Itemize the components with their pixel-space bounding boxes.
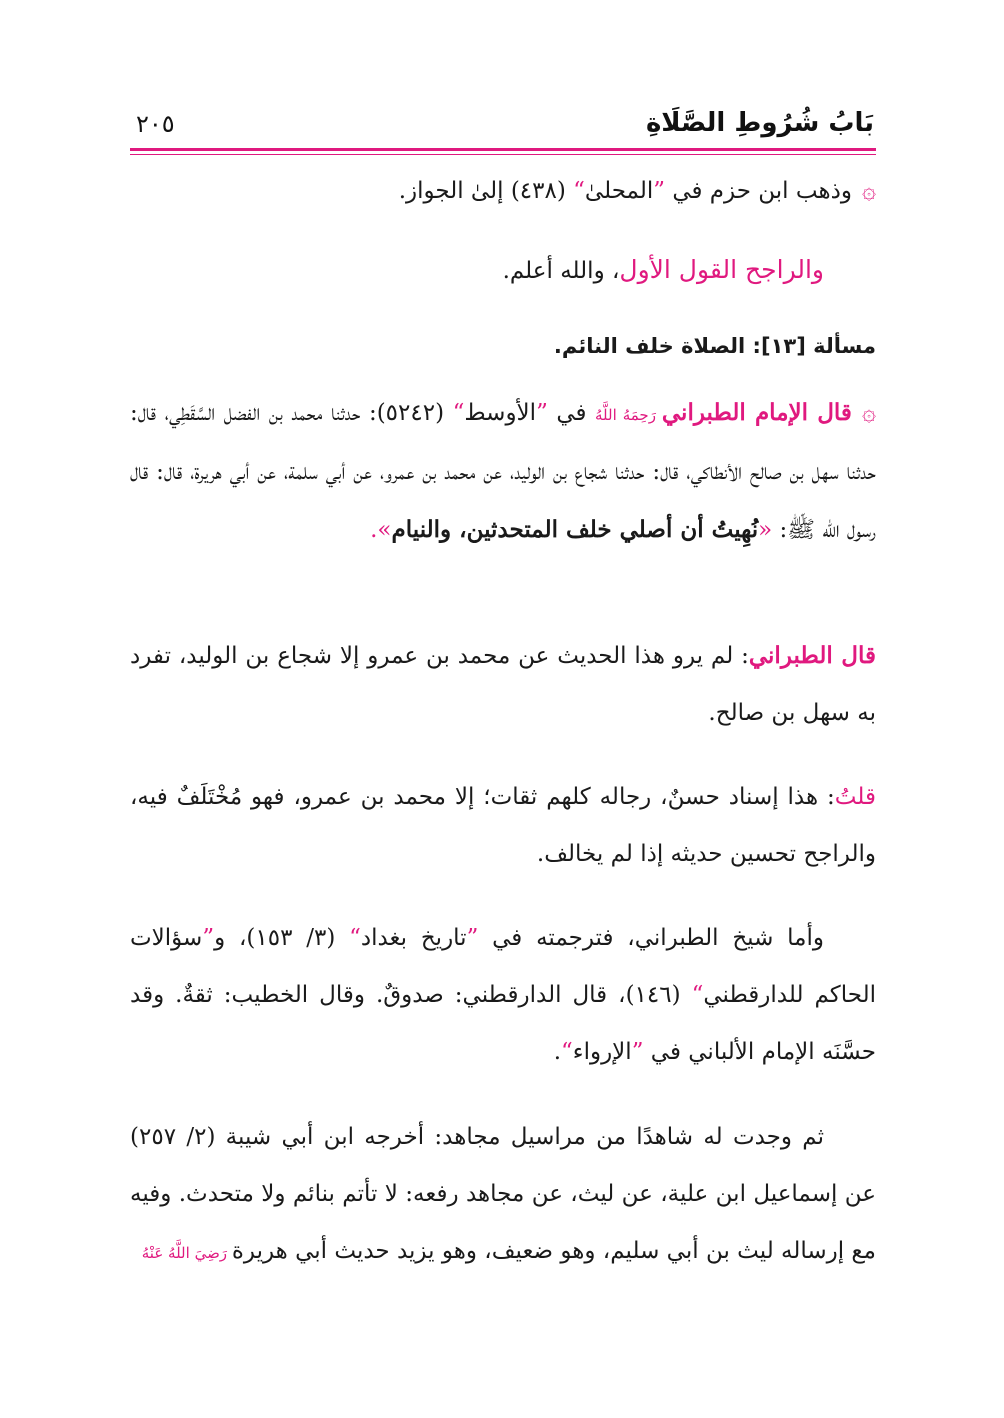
section-heading: [130, 318, 876, 375]
p6-text-c: (١٤٦)، قال الدارقطني: صدوقٌ. وقال الخطيب: ثقةٌ. وقد حسَّنَه الإمام الألباني في: [130, 982, 876, 1065]
quote-close: “: [561, 1039, 573, 1065]
honorific: رَضِيَ اللَّهُ عَنْهُ: [141, 1244, 232, 1262]
speaker-name: قال الطبراني: [748, 642, 876, 669]
speaker-name: قال الإمام الطبراني: [661, 399, 852, 426]
paragraph-2: [130, 241, 876, 300]
p4-rest: : لم يرو هذا الحديث عن محمد بن عمرو إلا شجاع بن الوليد، تفرد به سهل بن صالح.: [130, 643, 876, 726]
ornament-icon: ۞: [861, 398, 876, 426]
running-header: [130, 108, 876, 152]
book-title: الأوسط: [464, 400, 537, 426]
hadith-text: نُهِيتُ أن أصلي خلف المتحدثين، والنيام: [391, 516, 759, 543]
hadith-open: «: [758, 517, 773, 543]
quote-close: “: [691, 982, 704, 1008]
p1-text-a: وذهب ابن حزم في: [665, 178, 852, 204]
ornament-icon: ۞: [861, 176, 876, 204]
book-title: تاريخ بغداد: [360, 925, 467, 951]
p3-text-a: في: [547, 400, 595, 426]
quote-close: “: [452, 400, 465, 426]
p5-rest: : هذا إسناد حسنٌ، رجاله كلهم ثقات؛ إلا محمد بن عمرو، فهو مُخْتَلَفٌ فيه، والراجح تحسين حديثه إذا لم يخالف.: [130, 784, 876, 867]
page-number: ٢٠٥: [136, 110, 175, 138]
hadith-close: ».: [370, 517, 392, 543]
chapter-title: بَابُ شُرُوطِ الصَّلَاةِ: [645, 108, 874, 138]
book-title: الإرواء: [572, 1039, 632, 1065]
quote-close: “: [573, 178, 585, 204]
p6-text-d: .: [553, 1039, 561, 1065]
quote-open: ”: [466, 925, 479, 951]
paragraph-1: [130, 162, 876, 220]
p7-text: ثم وجدت له شاهدًا من مراسيل مجاهد: أخرجه ابن أبي شيبة (٢/ ٢٥٧) عن إسماعيل ابن علية، عن ليث، عن مجاهد رفعه: لا تأتم بنائم ولا متحدث. وفيه مع إرساله ليث بن أبي سليم، وهو ضعيف، وهو يزيد حديث أبي هريرة: [130, 1124, 876, 1264]
p6-text-a: وأما شيخ الطبراني، فترجمته في: [478, 925, 824, 951]
paragraph-3: [130, 384, 876, 559]
p2-rest: ، والله أعلم.: [502, 258, 620, 284]
paragraph-6: [130, 910, 876, 1081]
preferred-opinion: والراجح القول الأول: [619, 255, 824, 284]
book-title: المحلىٰ: [584, 178, 654, 204]
paragraph-5: [130, 769, 876, 883]
quote-open: ”: [536, 400, 548, 426]
isnad-text: (٥٢٤٢): حدثنا محمد بن الفضل السَّقَطِي، قال: حدثنا سهل بن صالح الأنطاكي، قال: حدثنا شجاع بن الوليد، عن محمد بن عمرو، عن أبي سلمة، عن أبي هريرة، قال: قال رسول الله ﷺ:: [130, 400, 876, 543]
honorific: رَحِمَهُ اللَّهُ: [595, 406, 662, 424]
heading-text: مسألة [١٣]: الصلاة خلف النائم.: [553, 334, 876, 358]
author-note-label: قلتُ: [834, 784, 876, 810]
p6-text-b: (٣/ ١٥٣)، و: [214, 925, 350, 951]
paragraph-7: [130, 1109, 876, 1282]
header-rule-thin: [130, 154, 876, 155]
book-title: سؤالات الحاكم للدارقطني: [130, 925, 876, 1008]
paragraph-4: [130, 627, 876, 742]
header-rule-thick: [130, 148, 876, 151]
p1-text-b: (٤٣٨) إلىٰ الجواز.: [398, 178, 574, 204]
quote-open: ”: [653, 178, 666, 204]
quote-open: ”: [202, 925, 215, 951]
quote-open: ”: [631, 1039, 644, 1065]
quote-close: “: [349, 925, 361, 951]
